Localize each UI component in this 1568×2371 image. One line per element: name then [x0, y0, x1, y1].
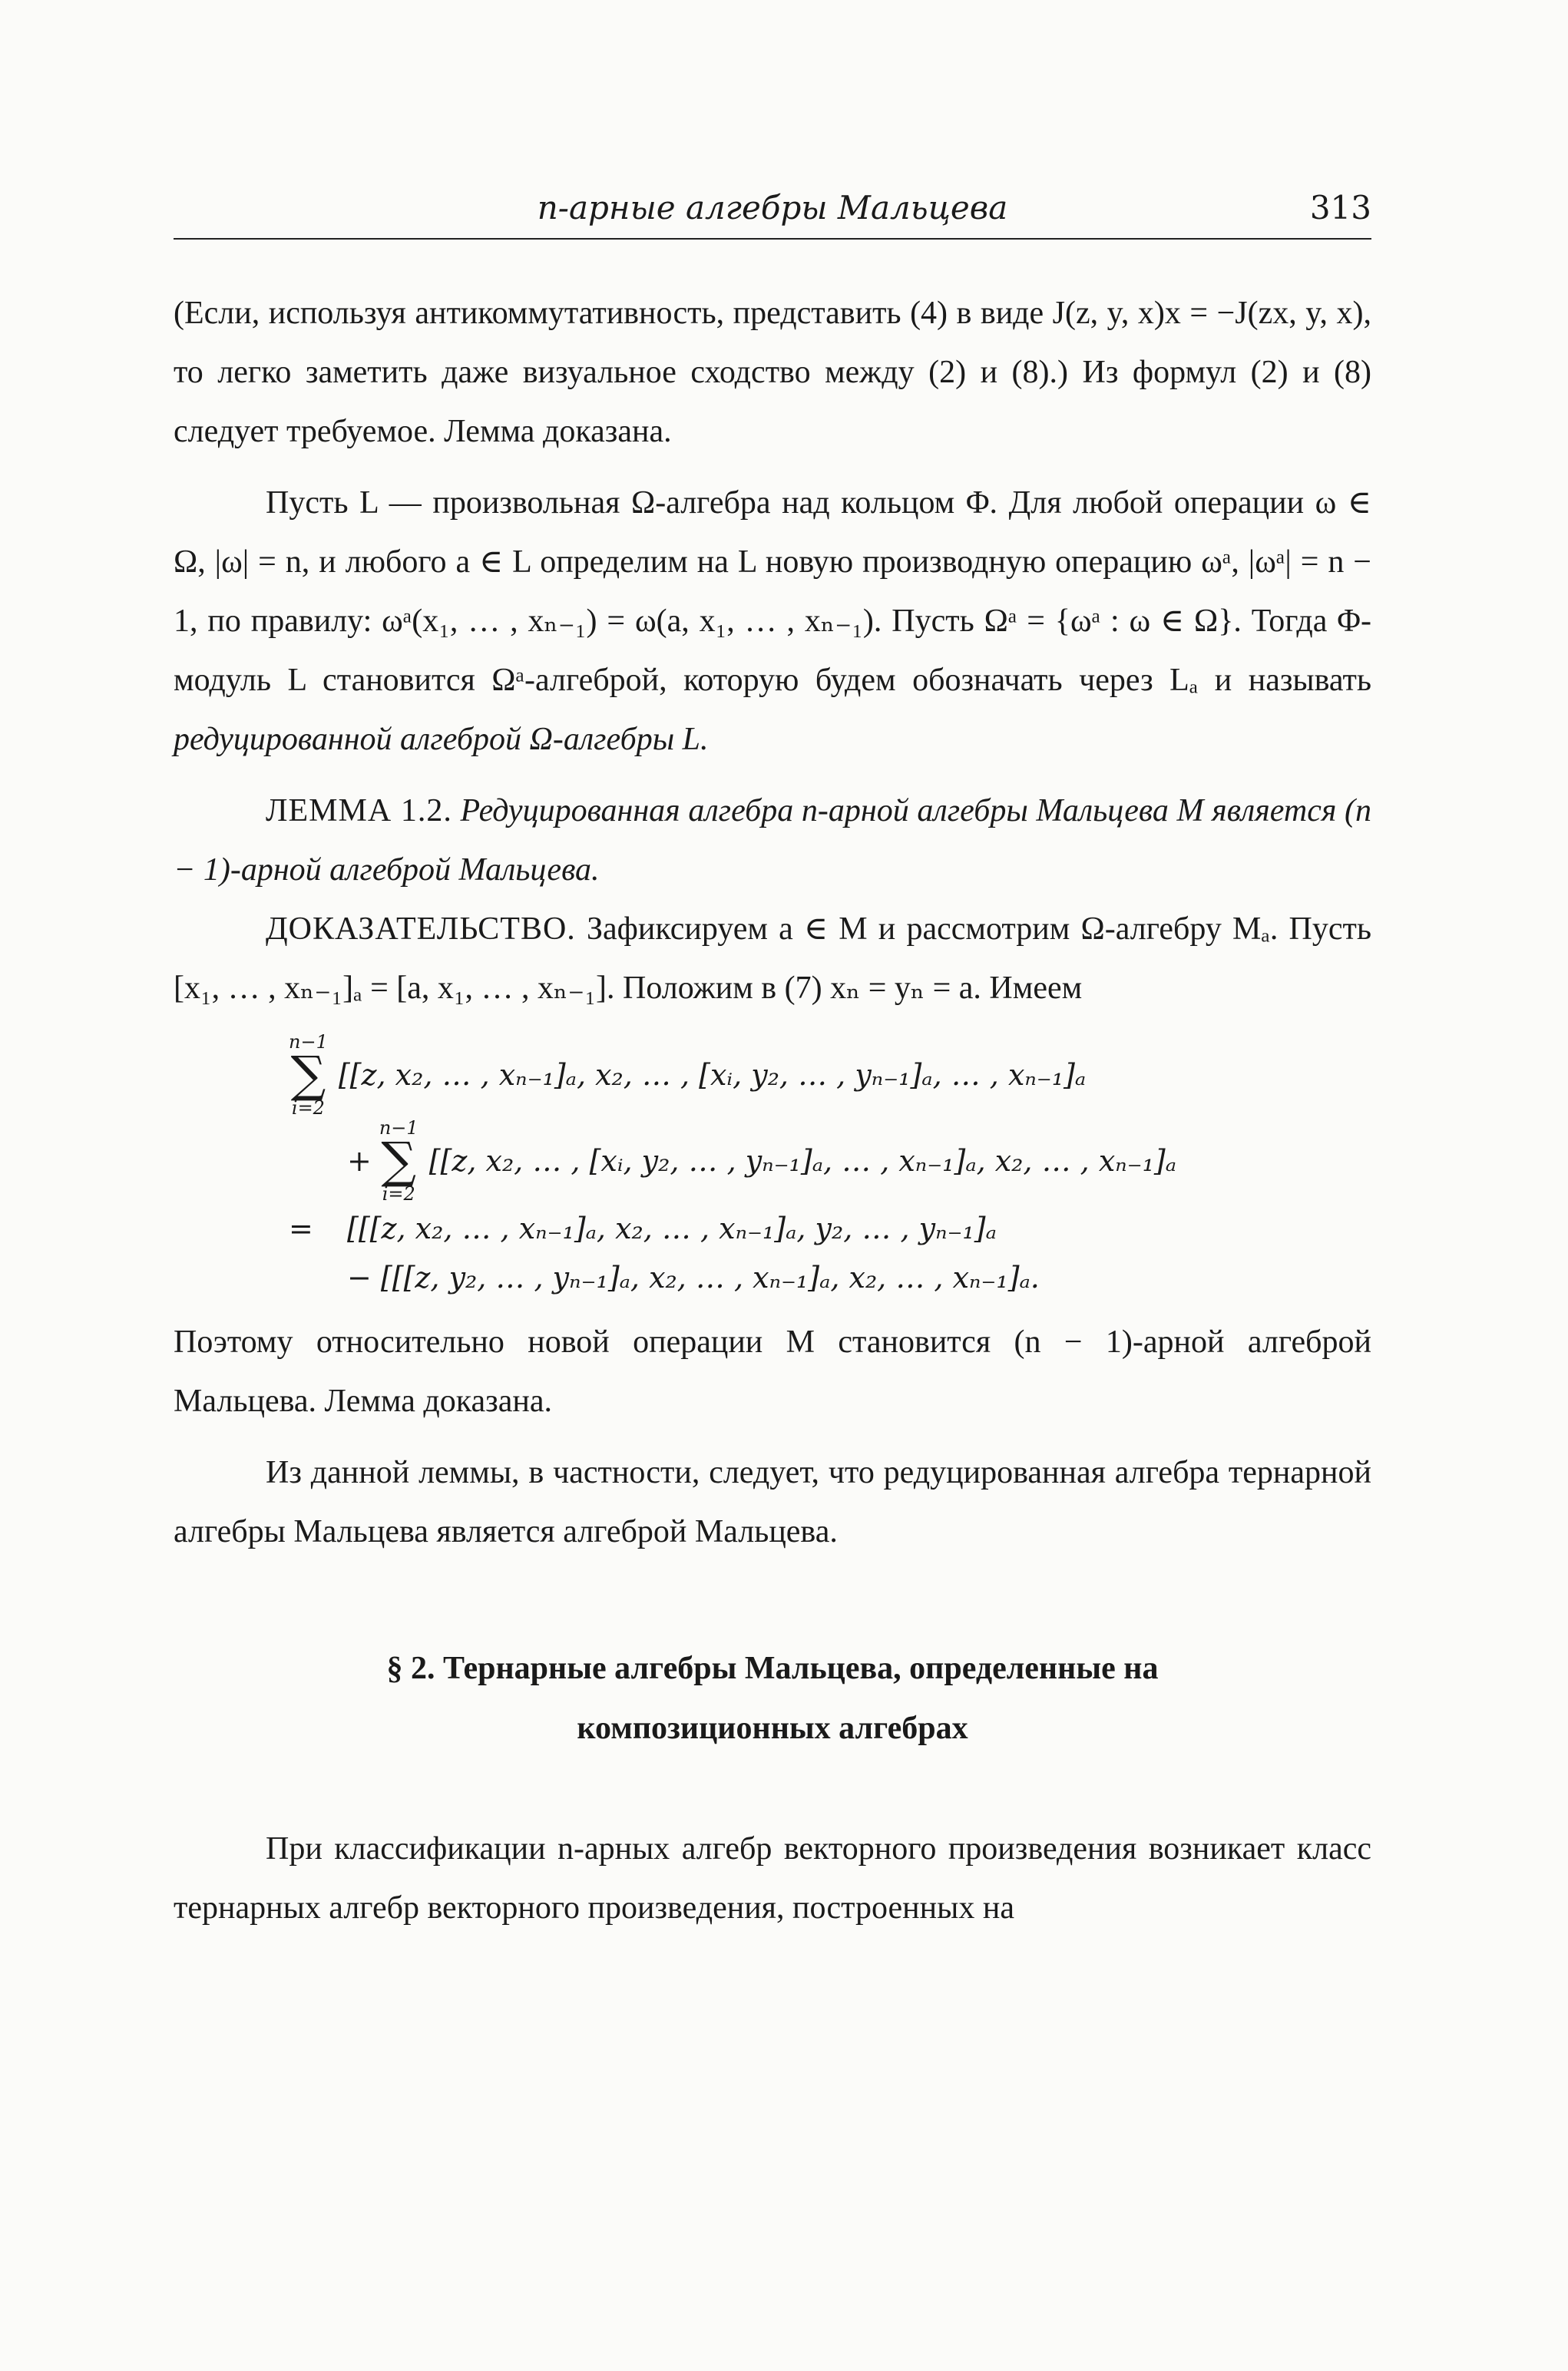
sum-lower-limit: i=2 — [291, 1097, 325, 1119]
proof — [174, 900, 1371, 1018]
plus-sign: + — [347, 1144, 372, 1178]
proof-text: Зафиксируем a ∈ M и рассмотрим Ω-алгебру Mₐ. Пусть [x₁, … , xₙ₋₁]ₐ = [a, x₁, … , xₙ₋₁]. Положим в (7) xₙ = yₙ = a. Имеем — [174, 911, 1372, 1006]
formula-line-2 — [347, 1118, 1371, 1204]
paragraph-2-italic: редуцированной алгеброй Ω-алгебры L. — [174, 722, 709, 757]
sum-upper-limit: n−1 — [379, 1117, 418, 1139]
equals-sign: = — [289, 1212, 313, 1245]
paragraph-5: При классификации n-арных алгебр векторного произведения возникает класс тернарных алгебр векторного произведения, построенных на — [174, 1831, 1371, 1926]
formula-term-2: [[z, x₂, … , [xᵢ, y₂, … , yₙ₋₁]ₐ, … , xₙ₋₁]ₐ, x₂, … , xₙ₋₁]ₐ — [428, 1144, 1177, 1178]
formula-line-4 — [347, 1253, 1371, 1302]
formula-term-3: [[[z, x₂, … , xₙ₋₁]ₐ, x₂, … , xₙ₋₁]ₐ, y₂, … , yₙ₋₁]ₐ — [347, 1212, 997, 1245]
proof-label: ДОКАЗАТЕЛЬСТВО. — [266, 911, 576, 947]
paragraph-4: Из данной леммы, в частности, следует, что редуцированная алгебра тернарной алгебры Мальцева является алгеброй Мальцева. — [174, 1455, 1371, 1549]
page-header — [174, 184, 1371, 240]
paragraph-3: Поэтому относительно новой операции M становится (n − 1)-арной алгеброй Мальцева. Лемма доказана. — [174, 1324, 1371, 1419]
sum-lower-limit: i=2 — [382, 1183, 415, 1205]
display-formula — [174, 1032, 1371, 1302]
page-number: 313 — [1309, 189, 1371, 227]
paragraph-2 — [174, 474, 1371, 769]
formula-term-1: [[z, x₂, … , xₙ₋₁]ₐ, x₂, … , [xᵢ, y₂, … , yₙ₋₁]ₐ, … , xₙ₋₁]ₐ — [338, 1058, 1087, 1092]
formula-line-3 — [289, 1204, 1371, 1253]
lemma-statement: Редуцированная алгебра n-арной алгебры Мальцева M является (n − 1)-арной алгеброй Мальцева. — [174, 793, 1371, 888]
sigma-sign: ∑ — [381, 1133, 417, 1189]
lemma-label: ЛЕММА 1.2. — [266, 793, 452, 828]
paragraph-2-text: Пусть L — произвольная Ω-алгебра над кольцом Φ. Для любой операции ω ∈ Ω, |ω| = n, и любого a ∈ L определим на L новую производную операцию ωᵃ, |ωᵃ| = n − 1, по правилу: ωᵃ(x₁, … , xₙ₋₁) = ω(a, x₁, … , xₙ₋₁). Пусть Ωᵃ = {ωᵃ : ω ∈ Ω}. Тогда Φ-модуль L становится Ωᵃ-алгеброй, которую будем обозначать через Lₐ и называть — [174, 485, 1371, 698]
lemma — [174, 782, 1371, 900]
section-heading — [174, 1639, 1371, 1758]
sum-symbol-1 — [289, 1032, 328, 1118]
section-heading-line-2: композиционных алгебрах — [577, 1711, 968, 1746]
running-title: n-арные алгебры Мальцева — [537, 189, 1008, 227]
formula-line-1 — [289, 1032, 1371, 1118]
sigma-sign: ∑ — [290, 1047, 326, 1103]
page-body — [174, 284, 1371, 1938]
section-heading-line-1: § 2. Тернарные алгебры Мальцева, определенные на — [386, 1651, 1159, 1686]
formula-term-4: − [[[z, y₂, … , yₙ₋₁]ₐ, x₂, … , xₙ₋₁]ₐ, x₂, … , xₙ₋₁]ₐ. — [347, 1261, 1040, 1295]
sum-symbol-2 — [379, 1118, 418, 1204]
paragraph-1: (Если, используя антикоммутативность, представить (4) в виде J(z, y, x)x = −J(zx, y, x), то легко заметить даже визуальное сходство между (2) и (8).) Из формул (2) и (8) следует требуемое. Лемма доказана. — [174, 296, 1371, 449]
sum-upper-limit: n−1 — [289, 1031, 328, 1053]
